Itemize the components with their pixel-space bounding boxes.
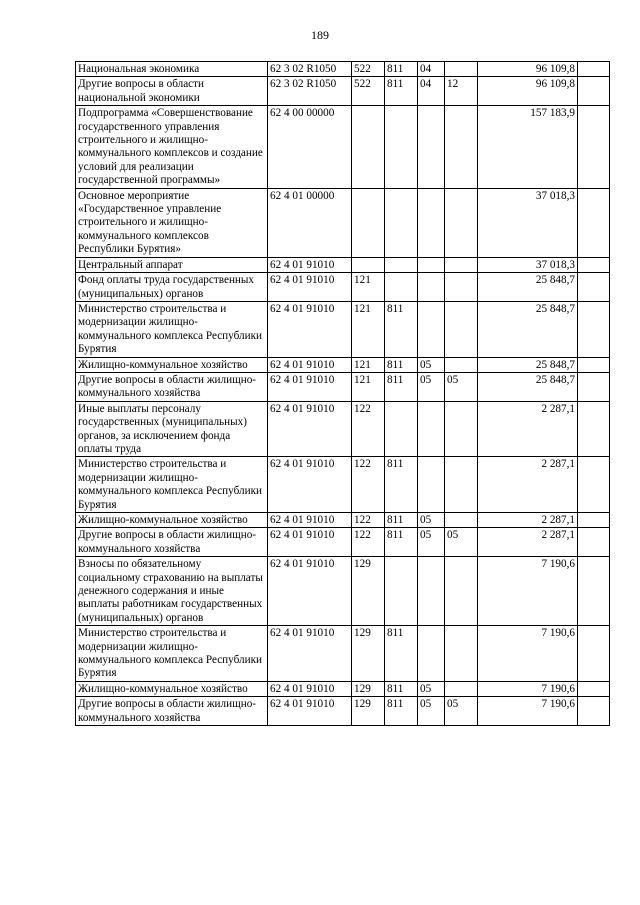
row-name-cell: Иные выплаты персоналу государственных (муниципальных) органов, за исключением фонда оплаты труда [76, 401, 268, 457]
row-amount-cell: 25 848,7 [478, 357, 578, 372]
row-code-cell: 62 4 01 91010 [268, 357, 352, 372]
row-subsection-cell [445, 301, 478, 357]
row-expense-type-cell: 129 [352, 697, 385, 726]
row-expense-type-cell [352, 106, 385, 188]
row-expense-type-cell: 129 [352, 681, 385, 696]
row-name-cell: Жилищно-коммунальное хозяйство [76, 513, 268, 528]
row-empty-cell [578, 106, 610, 188]
row-empty-cell [578, 188, 610, 257]
row-empty-cell [578, 372, 610, 401]
row-section-cell: 05 [418, 697, 445, 726]
row-subsection-cell [445, 681, 478, 696]
row-amount-cell: 25 848,7 [478, 273, 578, 302]
table-row [76, 697, 610, 726]
row-admin-cell [385, 557, 418, 626]
row-code-cell: 62 4 01 91010 [268, 301, 352, 357]
row-expense-type-cell: 121 [352, 372, 385, 401]
row-admin-cell: 811 [385, 626, 418, 682]
table-row [76, 557, 610, 626]
row-admin-cell: 811 [385, 457, 418, 513]
row-empty-cell [578, 557, 610, 626]
row-empty-cell [578, 513, 610, 528]
row-section-cell: 05 [418, 513, 445, 528]
row-name-cell: Другие вопросы в области жилищно-коммунального хозяйства [76, 697, 268, 726]
row-subsection-cell [445, 62, 478, 77]
row-subsection-cell [445, 457, 478, 513]
row-admin-cell: 811 [385, 513, 418, 528]
table-row [76, 513, 610, 528]
row-subsection-cell: 05 [445, 697, 478, 726]
table-row [76, 372, 610, 401]
row-name-cell: Министерство строительства и модернизации жилищно-коммунального комплекса Республики Бурятия [76, 301, 268, 357]
row-name-cell: Жилищно-коммунальное хозяйство [76, 681, 268, 696]
row-expense-type-cell: 129 [352, 557, 385, 626]
table-row [76, 401, 610, 457]
row-admin-cell [385, 257, 418, 272]
row-subsection-cell: 05 [445, 372, 478, 401]
row-subsection-cell: 05 [445, 528, 478, 557]
row-admin-cell [385, 273, 418, 302]
row-expense-type-cell [352, 188, 385, 257]
row-code-cell: 62 4 01 91010 [268, 528, 352, 557]
row-section-cell: 05 [418, 681, 445, 696]
row-section-cell [418, 301, 445, 357]
row-code-cell: 62 4 01 91010 [268, 457, 352, 513]
row-code-cell: 62 4 00 00000 [268, 106, 352, 188]
row-section-cell [418, 401, 445, 457]
row-code-cell: 62 4 01 91010 [268, 401, 352, 457]
row-expense-type-cell [352, 257, 385, 272]
row-admin-cell: 811 [385, 528, 418, 557]
row-name-cell: Основное мероприятие «Государственное управление строительного и жилищно-коммунального комплексов Республики Бурятия» [76, 188, 268, 257]
row-amount-cell: 7 190,6 [478, 557, 578, 626]
row-expense-type-cell: 129 [352, 626, 385, 682]
row-name-cell: Взносы по обязательному социальному страхованию на выплаты денежного содержания и иные выплаты работникам государственных (муниципальных) органов [76, 557, 268, 626]
row-name-cell: Фонд оплаты труда государственных (муниципальных) органов [76, 273, 268, 302]
row-section-cell [418, 257, 445, 272]
row-code-cell: 62 4 01 91010 [268, 513, 352, 528]
table-row [76, 273, 610, 302]
row-subsection-cell [445, 106, 478, 188]
row-subsection-cell [445, 357, 478, 372]
row-admin-cell [385, 188, 418, 257]
row-code-cell: 62 3 02 R1050 [268, 62, 352, 77]
row-expense-type-cell: 522 [352, 62, 385, 77]
row-expense-type-cell: 121 [352, 273, 385, 302]
row-code-cell: 62 4 01 91010 [268, 626, 352, 682]
row-amount-cell: 7 190,6 [478, 626, 578, 682]
row-name-cell: Национальная экономика [76, 62, 268, 77]
row-subsection-cell [445, 513, 478, 528]
budget-table [75, 61, 610, 726]
row-amount-cell: 25 848,7 [478, 372, 578, 401]
table-row [76, 188, 610, 257]
table-row [76, 457, 610, 513]
table-row [76, 528, 610, 557]
row-name-cell: Другие вопросы в области жилищно-коммунального хозяйства [76, 528, 268, 557]
row-amount-cell: 96 109,8 [478, 62, 578, 77]
row-subsection-cell [445, 557, 478, 626]
row-amount-cell: 2 287,1 [478, 401, 578, 457]
table-row [76, 106, 610, 188]
table-row [76, 626, 610, 682]
row-admin-cell: 811 [385, 681, 418, 696]
row-section-cell: 05 [418, 357, 445, 372]
row-admin-cell: 811 [385, 357, 418, 372]
table-row [76, 301, 610, 357]
row-amount-cell: 37 018,3 [478, 257, 578, 272]
row-section-cell [418, 188, 445, 257]
row-name-cell: Министерство строительства и модернизации жилищно-коммунального комплекса Республики Бурятия [76, 457, 268, 513]
row-empty-cell [578, 273, 610, 302]
row-empty-cell [578, 626, 610, 682]
row-admin-cell: 811 [385, 77, 418, 106]
row-empty-cell [578, 357, 610, 372]
row-section-cell: 05 [418, 528, 445, 557]
table-row [76, 681, 610, 696]
table-row [76, 257, 610, 272]
row-admin-cell: 811 [385, 301, 418, 357]
row-amount-cell: 2 287,1 [478, 457, 578, 513]
row-admin-cell: 811 [385, 697, 418, 726]
row-empty-cell [578, 681, 610, 696]
row-amount-cell: 7 190,6 [478, 697, 578, 726]
row-code-cell: 62 4 01 00000 [268, 188, 352, 257]
table-row [76, 77, 610, 106]
row-empty-cell [578, 401, 610, 457]
row-expense-type-cell: 522 [352, 77, 385, 106]
row-amount-cell: 37 018,3 [478, 188, 578, 257]
table-row [76, 62, 610, 77]
row-name-cell: Министерство строительства и модернизации жилищно-коммунального комплекса Республики Бурятия [76, 626, 268, 682]
row-subsection-cell [445, 626, 478, 682]
table-row [76, 357, 610, 372]
row-expense-type-cell: 121 [352, 301, 385, 357]
row-admin-cell: 811 [385, 372, 418, 401]
row-code-cell: 62 4 01 91010 [268, 557, 352, 626]
row-amount-cell: 157 183,9 [478, 106, 578, 188]
row-empty-cell [578, 77, 610, 106]
row-subsection-cell [445, 188, 478, 257]
row-expense-type-cell: 122 [352, 457, 385, 513]
row-section-cell [418, 457, 445, 513]
row-name-cell: Жилищно-коммунальное хозяйство [76, 357, 268, 372]
row-section-cell: 04 [418, 62, 445, 77]
row-empty-cell [578, 457, 610, 513]
row-expense-type-cell: 122 [352, 401, 385, 457]
row-code-cell: 62 3 02 R1050 [268, 77, 352, 106]
row-name-cell: Другие вопросы в области национальной экономики [76, 77, 268, 106]
row-amount-cell: 96 109,8 [478, 77, 578, 106]
row-code-cell: 62 4 01 91010 [268, 257, 352, 272]
table-body [76, 62, 610, 726]
row-name-cell: Подпрограмма «Совершенствование государственного управления строительного и жилищно-коммунального комплексов и создание условий для реализации государственной программы» [76, 106, 268, 188]
row-section-cell: 04 [418, 77, 445, 106]
row-amount-cell: 2 287,1 [478, 513, 578, 528]
row-amount-cell: 7 190,6 [478, 681, 578, 696]
row-amount-cell: 25 848,7 [478, 301, 578, 357]
row-admin-cell [385, 106, 418, 188]
row-section-cell [418, 273, 445, 302]
row-expense-type-cell: 122 [352, 513, 385, 528]
row-subsection-cell: 12 [445, 77, 478, 106]
row-admin-cell: 811 [385, 62, 418, 77]
row-code-cell: 62 4 01 91010 [268, 273, 352, 302]
row-code-cell: 62 4 01 91010 [268, 681, 352, 696]
row-empty-cell [578, 301, 610, 357]
row-code-cell: 62 4 01 91010 [268, 372, 352, 401]
row-admin-cell [385, 401, 418, 457]
row-empty-cell [578, 528, 610, 557]
row-empty-cell [578, 62, 610, 77]
row-subsection-cell [445, 273, 478, 302]
page-number: 189 [311, 28, 329, 42]
row-name-cell: Центральный аппарат [76, 257, 268, 272]
row-subsection-cell [445, 401, 478, 457]
row-name-cell: Другие вопросы в области жилищно-коммунального хозяйства [76, 372, 268, 401]
row-empty-cell [578, 257, 610, 272]
row-code-cell: 62 4 01 91010 [268, 697, 352, 726]
row-amount-cell: 2 287,1 [478, 528, 578, 557]
row-section-cell: 05 [418, 372, 445, 401]
row-expense-type-cell: 121 [352, 357, 385, 372]
row-section-cell [418, 106, 445, 188]
row-section-cell [418, 626, 445, 682]
row-expense-type-cell: 122 [352, 528, 385, 557]
row-section-cell [418, 557, 445, 626]
row-subsection-cell [445, 257, 478, 272]
row-empty-cell [578, 697, 610, 726]
